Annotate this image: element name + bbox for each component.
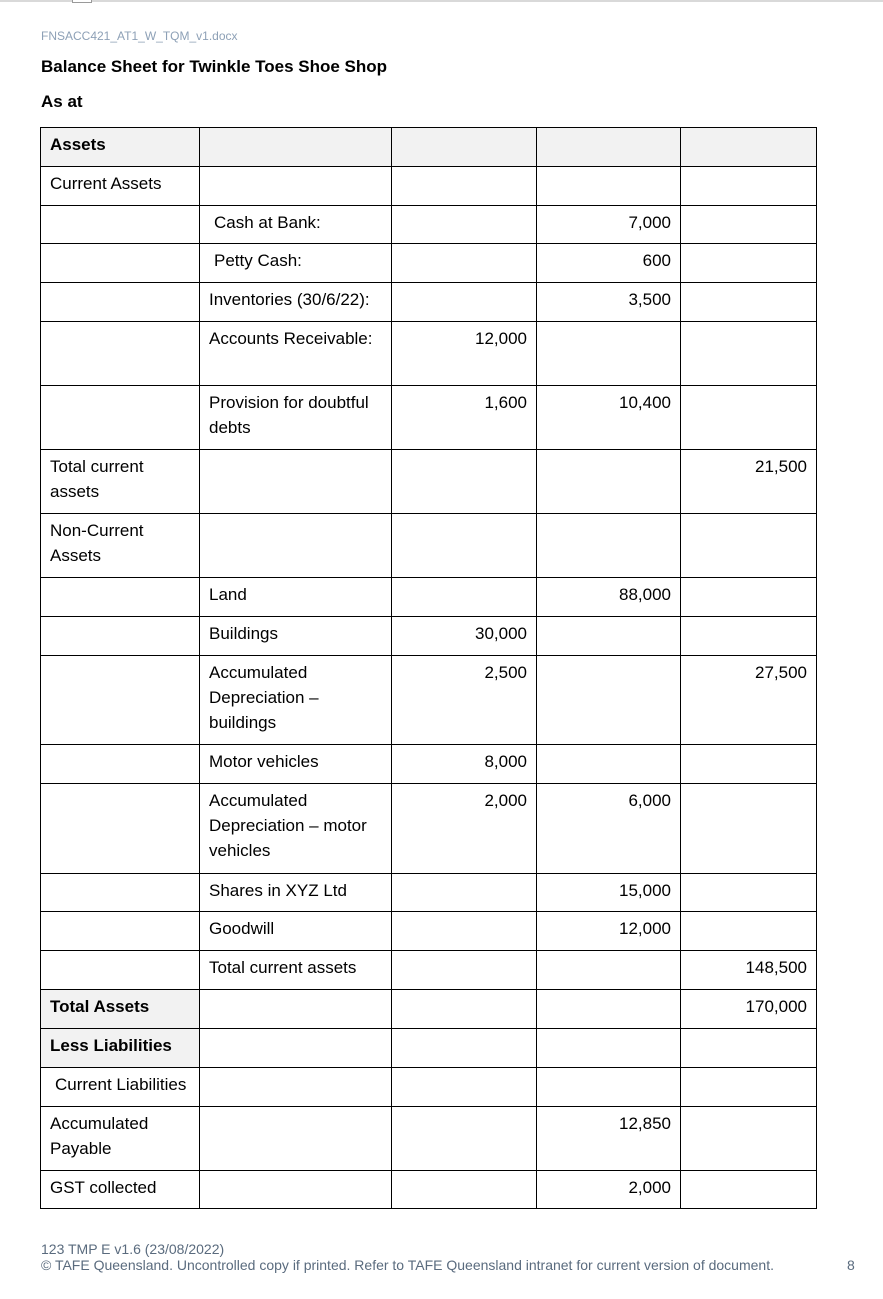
amount-cell: 12,850 [537, 1107, 681, 1171]
table-cell [200, 450, 392, 514]
table-cell [537, 1029, 681, 1068]
table-cell [41, 951, 200, 990]
item-label: Accounts Receivable: [200, 322, 392, 386]
table-cell [41, 206, 200, 244]
amount-cell [392, 578, 537, 617]
table-row [41, 167, 817, 206]
balance-sheet-table [40, 127, 817, 1209]
table-cell [41, 283, 200, 322]
amount-cell [681, 386, 817, 450]
table-cell [41, 244, 200, 283]
table-cell [537, 128, 681, 167]
amount-cell [681, 206, 817, 244]
amount-cell [392, 1107, 537, 1171]
table-cell [41, 912, 200, 951]
table-row [41, 951, 817, 990]
template-code: 123 TMP E v1.6 (23/08/2022) [41, 1241, 225, 1257]
amount-cell: 15,000 [537, 874, 681, 912]
item-label: Accumulated Payable [41, 1107, 200, 1171]
table-row [41, 656, 817, 745]
total-amount: 21,500 [681, 450, 817, 514]
table-cell [392, 167, 537, 206]
total-label: Total current assets [41, 450, 200, 514]
amount-cell [681, 784, 817, 874]
amount-cell [681, 244, 817, 283]
amount-cell [681, 578, 817, 617]
amount-cell [681, 322, 817, 386]
amount-cell [392, 990, 537, 1029]
item-label: Buildings [200, 617, 392, 656]
table-row [41, 514, 817, 578]
amount-cell: 3,500 [537, 283, 681, 322]
table-cell [200, 1029, 392, 1068]
total-assets-amount: 170,000 [681, 990, 817, 1029]
table-row [41, 745, 817, 784]
amount-cell [392, 874, 537, 912]
table-cell [41, 874, 200, 912]
table-row [41, 990, 817, 1029]
document-filename: FNSACC421_AT1_W_TQM_v1.docx [41, 29, 238, 43]
item-label: Provision for doubtful debts [200, 386, 392, 450]
amount-cell [392, 450, 537, 514]
table-cell [681, 167, 817, 206]
amount-cell: 600 [537, 244, 681, 283]
table-row [41, 386, 817, 450]
table-cell [200, 514, 392, 578]
item-label: Total current assets [200, 951, 392, 990]
table-cell [41, 745, 200, 784]
table-row [41, 206, 817, 244]
item-label: Cash at Bank: [200, 206, 392, 244]
amount-cell [681, 1107, 817, 1171]
table-cell [392, 128, 537, 167]
amount-cell [681, 1171, 817, 1209]
assets-heading: Assets [41, 128, 200, 167]
section-label: Current Liabilities [41, 1068, 200, 1107]
table-row [41, 1029, 817, 1068]
table-cell [392, 514, 537, 578]
item-label: GST collected [41, 1171, 200, 1209]
item-label: Accumulated Depreciation – buildings [200, 656, 392, 745]
table-cell [537, 167, 681, 206]
amount-cell [681, 874, 817, 912]
amount-cell: 8,000 [392, 745, 537, 784]
amount-cell [537, 617, 681, 656]
table-row [41, 244, 817, 283]
item-label: Inventories (30/6/22): [200, 283, 392, 322]
amount-cell: 12,000 [392, 322, 537, 386]
amount-cell [537, 745, 681, 784]
table-cell [200, 167, 392, 206]
amount-cell [392, 912, 537, 951]
table-cell [681, 1029, 817, 1068]
table-cell [200, 990, 392, 1029]
amount-cell [392, 1171, 537, 1209]
table-row [41, 912, 817, 951]
amount-cell [681, 617, 817, 656]
amount-cell [392, 244, 537, 283]
table-cell [41, 322, 200, 386]
item-label: Motor vehicles [200, 745, 392, 784]
table-cell [681, 1068, 817, 1107]
amount-cell [537, 322, 681, 386]
amount-cell [537, 656, 681, 745]
page-number: 8 [847, 1257, 855, 1273]
table-cell [200, 1107, 392, 1171]
amount-cell [537, 990, 681, 1029]
table-cell [200, 128, 392, 167]
page-title: Balance Sheet for Twinkle Toes Shoe Shop [41, 57, 388, 76]
amount-cell [681, 912, 817, 951]
item-label: Petty Cash: [200, 244, 392, 283]
amount-cell: 1,600 [392, 386, 537, 450]
amount-cell: 7,000 [537, 206, 681, 244]
liabilities-heading: Less Liabilities [41, 1029, 200, 1068]
table-cell [392, 1068, 537, 1107]
total-assets-label: Total Assets [41, 990, 200, 1029]
table-cell [200, 1068, 392, 1107]
section-label: Non-Current Assets [41, 514, 200, 578]
table-row [41, 450, 817, 514]
table-row [41, 874, 817, 912]
table-row [41, 784, 817, 874]
amount-cell [392, 206, 537, 244]
table-row [41, 1171, 817, 1209]
table-cell [681, 514, 817, 578]
window-top-edge [0, 0, 883, 2]
table-cell [200, 1171, 392, 1209]
amount-cell [392, 283, 537, 322]
amount-cell: 12,000 [537, 912, 681, 951]
table-cell [41, 784, 200, 874]
total-amount: 148,500 [681, 951, 817, 990]
item-label: Land [200, 578, 392, 617]
table-cell [537, 514, 681, 578]
amount-cell: 2,000 [392, 784, 537, 874]
table-cell [392, 1029, 537, 1068]
table-cell [41, 386, 200, 450]
window-tab-marker [72, 0, 92, 3]
table-row [41, 578, 817, 617]
table-row [41, 617, 817, 656]
amount-cell: 30,000 [392, 617, 537, 656]
table-cell [41, 656, 200, 745]
amount-cell [681, 745, 817, 784]
table-row [41, 128, 817, 167]
amount-cell: 10,400 [537, 386, 681, 450]
amount-cell [537, 951, 681, 990]
amount-cell [537, 450, 681, 514]
table-row [41, 1068, 817, 1107]
table-row [41, 283, 817, 322]
amount-cell: 2,500 [392, 656, 537, 745]
amount-cell: 88,000 [537, 578, 681, 617]
table-cell [41, 617, 200, 656]
amount-cell: 2,000 [537, 1171, 681, 1209]
table-cell [681, 128, 817, 167]
table-row [41, 322, 817, 386]
amount-cell: 27,500 [681, 656, 817, 745]
section-label: Current Assets [41, 167, 200, 206]
table-cell [41, 578, 200, 617]
table-cell [537, 1068, 681, 1107]
item-label: Accumulated Depreciation – motor vehicles [200, 784, 392, 874]
copyright-notice: © TAFE Queensland. Uncontrolled copy if printed. Refer to TAFE Queensland intranet for current version of document. [41, 1257, 774, 1273]
table-row [41, 1107, 817, 1171]
as-at-label: As at [41, 92, 83, 111]
amount-cell [392, 951, 537, 990]
amount-cell: 6,000 [537, 784, 681, 874]
item-label: Shares in XYZ Ltd [200, 874, 392, 912]
item-label: Goodwill [200, 912, 392, 951]
amount-cell [681, 283, 817, 322]
